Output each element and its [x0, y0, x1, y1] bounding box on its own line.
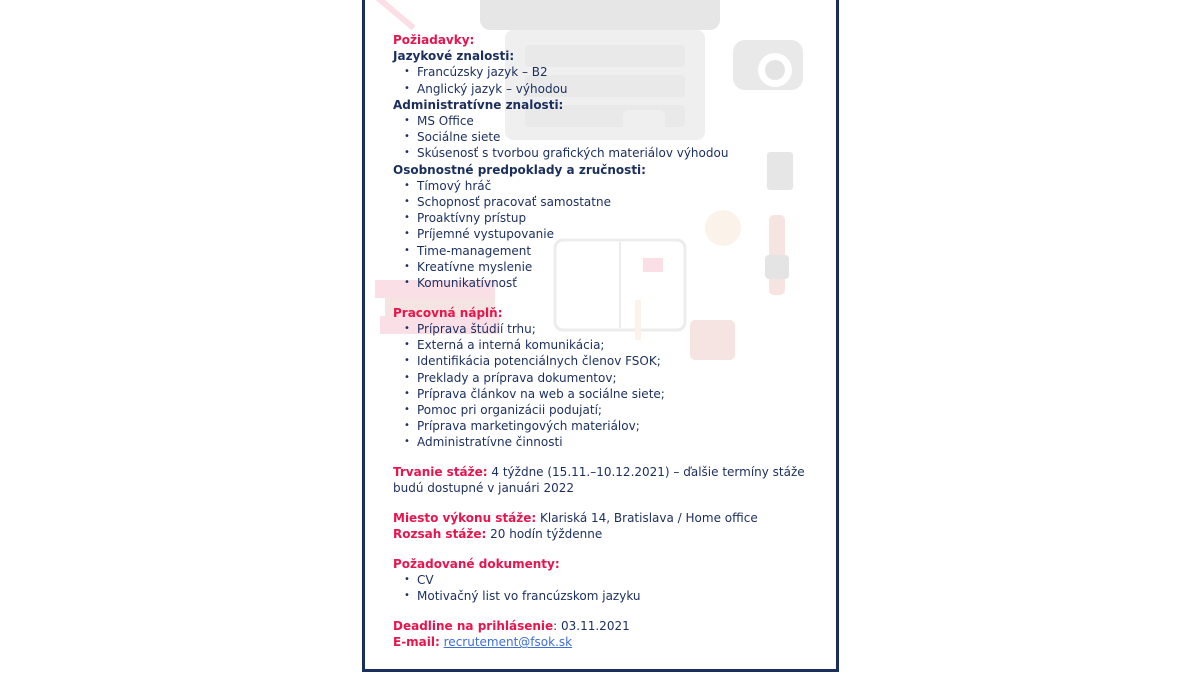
- scope-line: [393, 526, 816, 542]
- internship-details: [393, 32, 816, 650]
- place-line: [393, 510, 816, 526]
- documents-heading: Požadované dokumenty:: [393, 556, 560, 571]
- list-item: • Preklady a príprava dokumentov;: [417, 370, 816, 386]
- email-label: E-mail:: [393, 635, 440, 650]
- admin-skills-heading: Administratívne znalosti:: [393, 97, 564, 112]
- list-item: • Administratívne činnosti: [417, 434, 816, 450]
- duration-line: [393, 464, 816, 496]
- scope-label: Rozsah stáže:: [393, 527, 487, 542]
- email-link[interactable]: recrutement@fsok.sk: [443, 635, 573, 650]
- duration-value: 4 týždne (15.11.–10.12.2021) – ďalšie termíny stáže budú dostupné v januári 2022: [393, 465, 805, 496]
- list-item: • Príprava článkov na web a sociálne siete;: [417, 386, 816, 402]
- list-item: • Schopnosť pracovať samostatne: [417, 194, 816, 210]
- list-item: • Sociálne siete: [417, 129, 816, 145]
- list-item: • Proaktívny prístup: [417, 210, 816, 226]
- list-item: • MS Office: [417, 113, 816, 129]
- personal-skills-list: [393, 178, 816, 291]
- duties-heading: Pracovná náplň:: [393, 305, 503, 320]
- list-item: • Skúsenosť s tvorbou grafických materiálov výhodou: [417, 145, 816, 161]
- scope-value: 20 hodín týždenne: [486, 527, 603, 542]
- requirements-heading: Požiadavky:: [393, 33, 475, 47]
- language-skills-heading: Jazykové znalosti:: [393, 49, 515, 64]
- duration-label: Trvanie stáže:: [393, 465, 488, 480]
- place-value: Klariská 14, Bratislava / Home office: [536, 510, 758, 525]
- deadline-value: : 03.11.2021: [553, 619, 630, 633]
- list-item: • Francúzsky jazyk – B2: [417, 64, 816, 80]
- list-item: • Komunikatívnosť: [417, 275, 816, 291]
- list-item: • Kreatívne myslenie: [417, 259, 816, 275]
- list-item: • CV: [417, 572, 816, 588]
- list-item: • Time-management: [417, 243, 816, 259]
- list-item: • Príprava štúdií trhu;: [417, 321, 816, 337]
- duties-list: [393, 321, 816, 451]
- list-item: • Pomoc pri organizácii podujatí;: [417, 402, 816, 418]
- list-item: • Externá a interná komunikácia;: [417, 337, 816, 353]
- list-item: • Identifikácia potenciálnych členov FSOK;: [417, 353, 816, 369]
- personal-skills-heading: Osobnostné predpoklady a zručnosti:: [393, 162, 646, 177]
- email-line: [393, 634, 816, 650]
- language-skills-list: [393, 64, 816, 96]
- list-item: • Príprava marketingových materiálov;: [417, 418, 816, 434]
- list-item: • Anglický jazyk – výhodou: [417, 81, 816, 97]
- place-label: Miesto výkonu stáže:: [393, 510, 537, 525]
- deadline-label: Deadline na prihlásenie: [393, 619, 554, 633]
- list-item: • Tímový hráč: [417, 178, 816, 194]
- deadline-line: [393, 618, 816, 634]
- poster: [362, 0, 839, 672]
- admin-skills-list: [393, 113, 816, 162]
- documents-list: [393, 572, 816, 604]
- list-item: • Príjemné vystupovanie: [417, 226, 816, 242]
- list-item: • Motivačný list vo francúzskom jazyku: [417, 588, 816, 604]
